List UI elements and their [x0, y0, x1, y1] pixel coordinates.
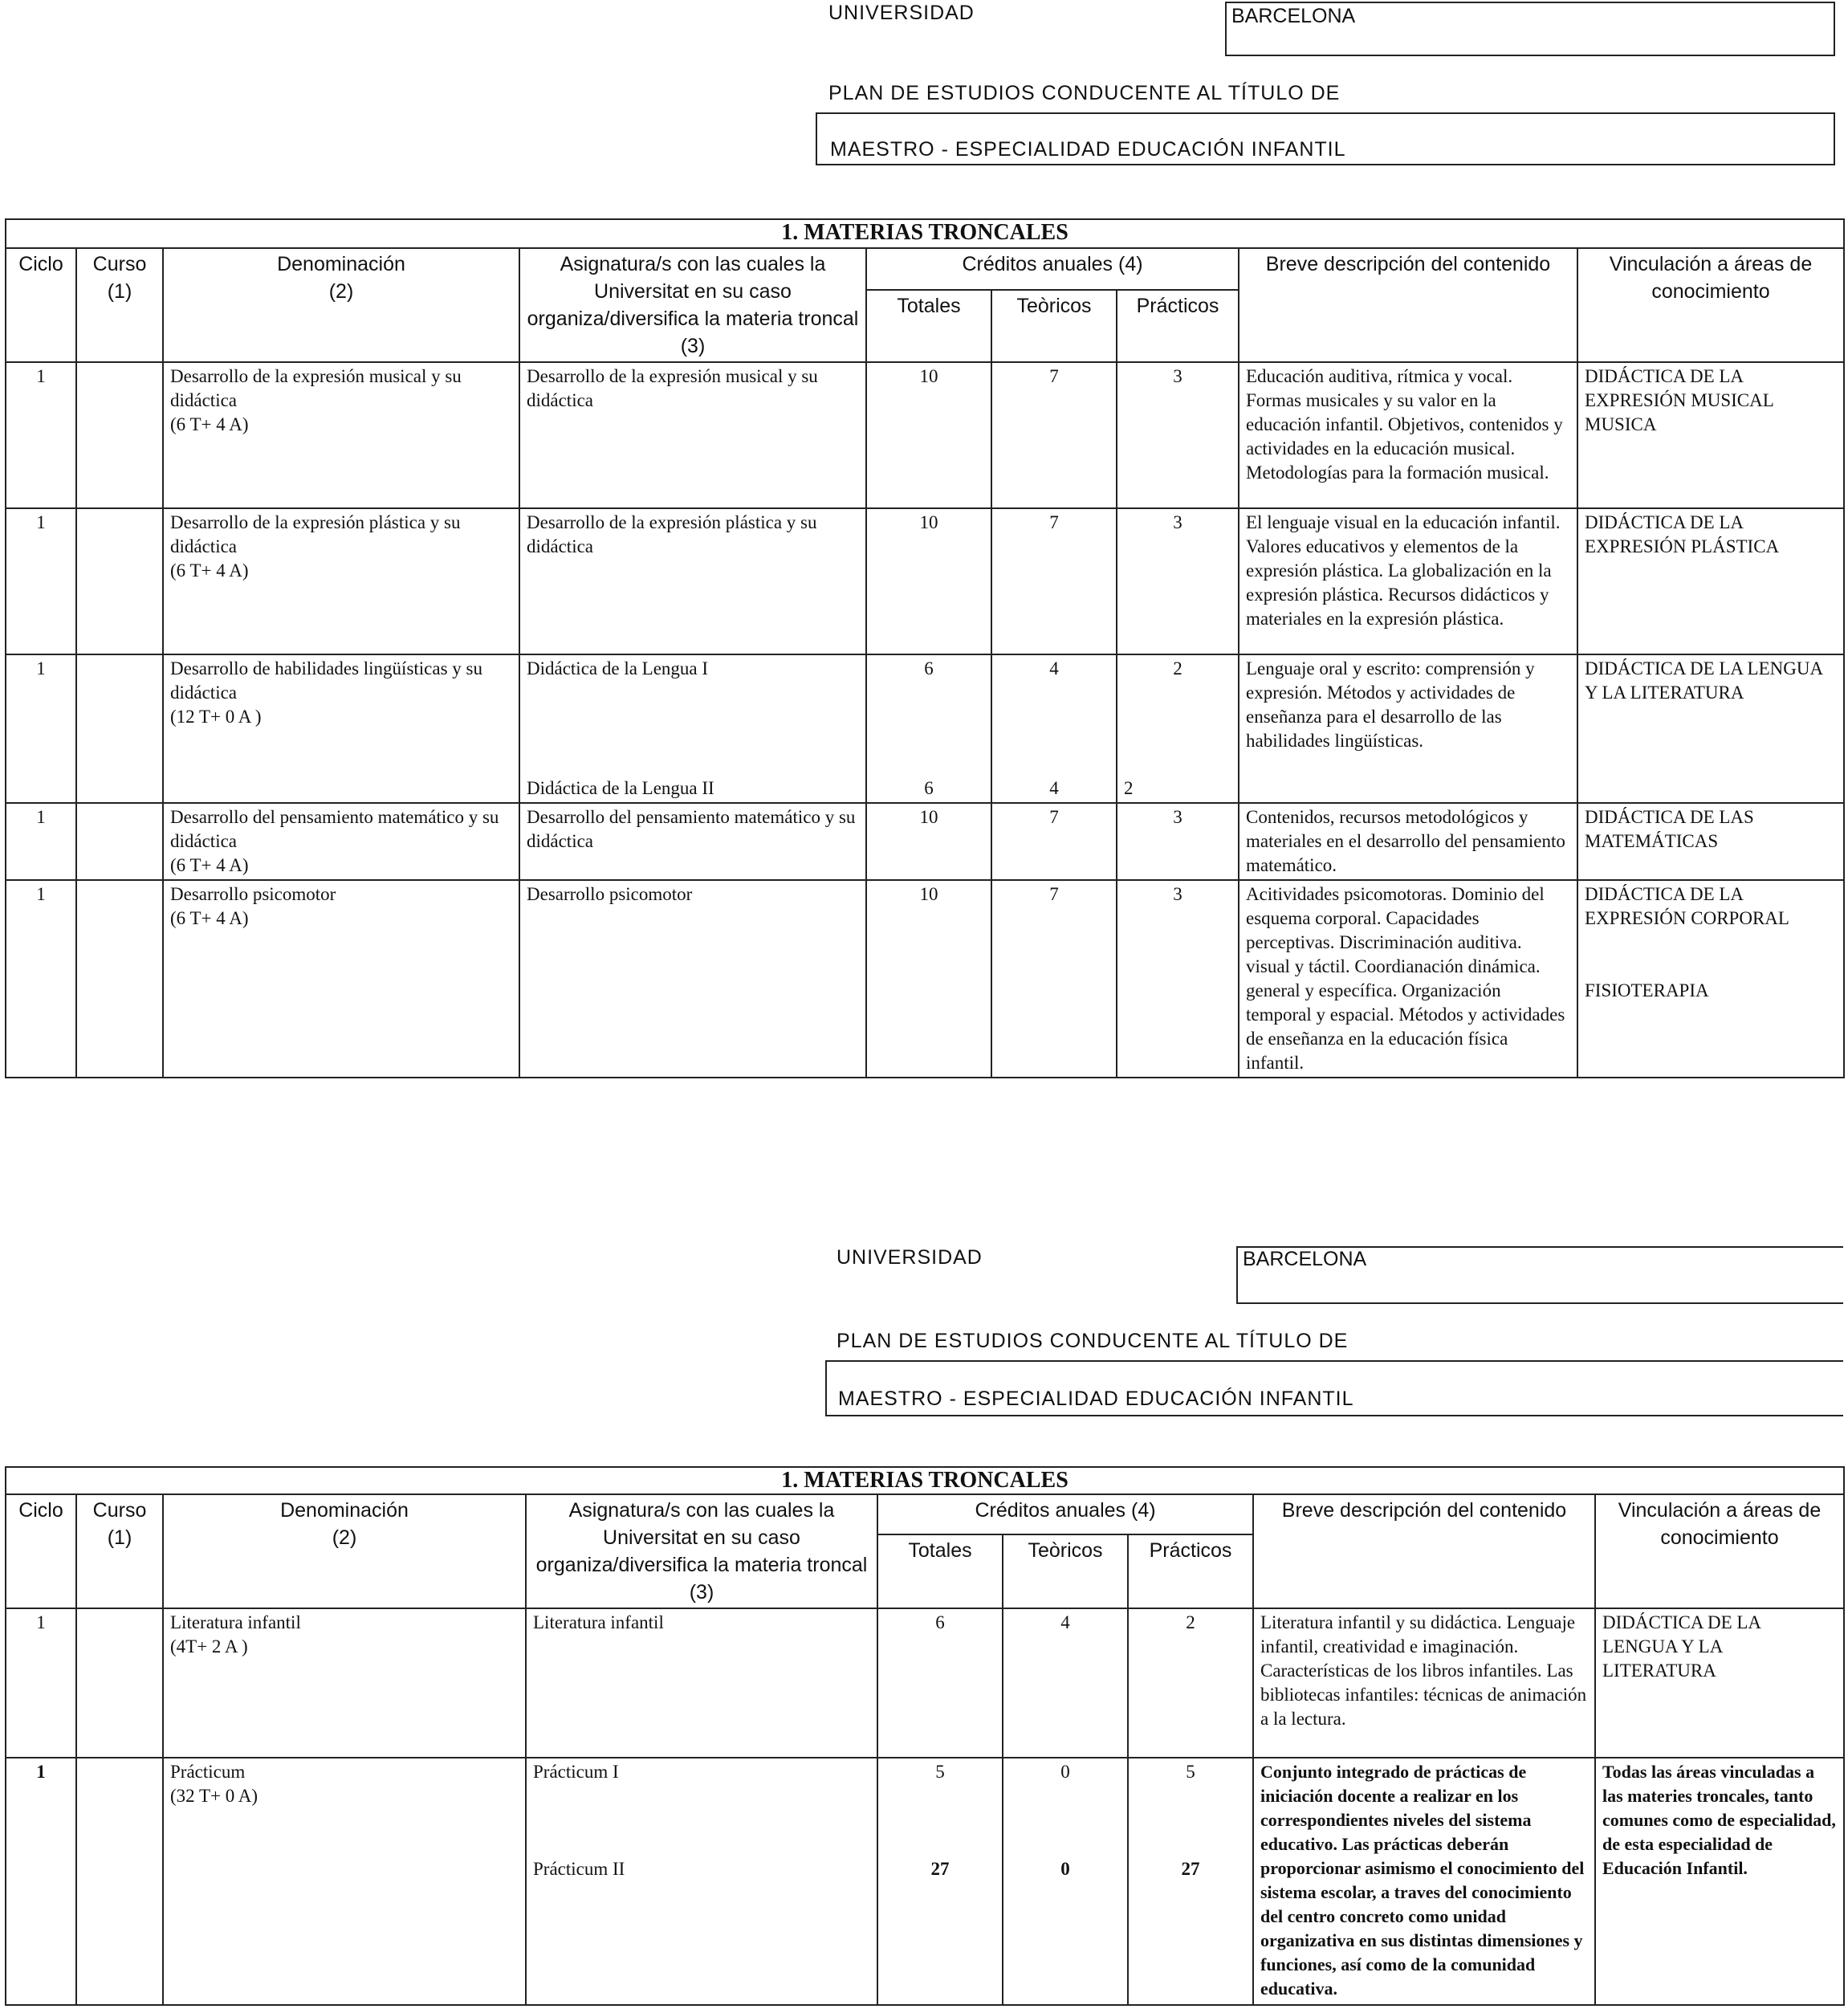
- header-asignatura: Asignatura/s con las cuales la Universitat en su caso organiza/diversifica la materia troncal (3): [526, 1494, 877, 1608]
- header-denominacion: Denominación (2): [163, 1494, 526, 1608]
- header-vinculacion: Vinculación a áreas de conocimiento: [1595, 1494, 1844, 1608]
- table-row: [6, 654, 1844, 775]
- header-ciclo: Ciclo: [6, 248, 76, 362]
- header-practicos: Prácticos: [1128, 1534, 1253, 1608]
- totales-cell: 10: [866, 508, 991, 654]
- denominacion-cell: Desarrollo psicomotor (6 T+ 4 A): [163, 880, 519, 1078]
- plan-value: MAESTRO - ESPECIALIDAD EDUCACIÓN INFANTIL: [838, 1388, 1354, 1410]
- vinculacion-cell: DIDÁCTICA DE LA LENGUA Y LA LITERATURA: [1595, 1608, 1844, 1758]
- university-value: BARCELONA: [1231, 5, 1356, 27]
- vinculacion-cell: DIDÁCTICA DE LA LENGUA Y LA LITERATURA: [1577, 654, 1844, 803]
- header-creditos: Créditos anuales (4): [877, 1494, 1253, 1534]
- vinculacion-cell: DIDÁCTICA DE LA EXPRESIÓN CORPORAL FISIOTERAPIA: [1577, 880, 1844, 1078]
- teoricos-cell: 4: [991, 775, 1117, 803]
- vinculacion-cell: DIDÁCTICA DE LA EXPRESIÓN MUSICAL MUSICA: [1577, 362, 1844, 508]
- totales-cell: 10: [866, 362, 991, 508]
- header-totales: Totales: [877, 1534, 1003, 1608]
- plan-field: [825, 1360, 1843, 1416]
- plan-value: MAESTRO - ESPECIALIDAD EDUCACIÓN INFANTIL: [830, 138, 1346, 161]
- practicos-cell: 2: [1117, 775, 1239, 803]
- denominacion-cell: Desarrollo del pensamiento matemático y su didáctica (6 T+ 4 A): [163, 803, 519, 880]
- university-field-top-rule: [1236, 1246, 1843, 1248]
- ciclo-cell: 1: [6, 1608, 76, 1758]
- header-teoricos: Teòricos: [1003, 1534, 1128, 1608]
- asignatura-cell: Prácticum II: [526, 1856, 877, 2005]
- plan-label: PLAN DE ESTUDIOS CONDUCENTE AL TÍTULO DE: [828, 82, 1341, 104]
- curso-cell: [76, 803, 163, 880]
- header-vinculacion: Vinculación a áreas de conocimiento: [1577, 248, 1844, 362]
- practicos-cell: 5: [1128, 1758, 1253, 1856]
- ciclo-cell: 1: [6, 1758, 76, 2005]
- curso-cell: [76, 508, 163, 654]
- teoricos-cell: 7: [991, 362, 1117, 508]
- practicos-cell: 3: [1117, 508, 1239, 654]
- practicos-cell: 2: [1117, 654, 1239, 775]
- section-title: 1. MATERIAS TRONCALES: [6, 1467, 1844, 1494]
- ciclo-cell: 1: [6, 362, 76, 508]
- descripcion-cell: El lenguaje visual en la educación infantil. Valores educativos y elementos de la expresión plástica. La globalización en la expresión plástica. Recursos didácticos y materiales en la expresión plástica.: [1239, 508, 1577, 654]
- descripcion-cell: Literatura infantil y su didáctica. Lenguaje infantil, creatividad e imaginación. Características de los libros infantiles. Las bibliotecas infantiles: técnicas de animación a la lectura.: [1253, 1608, 1595, 1758]
- curso-cell: [76, 1758, 163, 2005]
- asignatura-cell: Desarrollo del pensamiento matemático y su didáctica: [519, 803, 866, 880]
- header-descripcion: Breve descripción del contenido: [1253, 1494, 1595, 1608]
- header-curso: Curso (1): [76, 1494, 163, 1608]
- asignatura-cell: Didáctica de la Lengua I: [519, 654, 866, 775]
- denominacion-cell: Prácticum (32 T+ 0 A): [163, 1758, 526, 2005]
- asignatura-cell: Didáctica de la Lengua II: [519, 775, 866, 803]
- practicos-cell: 2: [1128, 1608, 1253, 1758]
- totales-cell: 10: [866, 880, 991, 1078]
- teoricos-cell: 7: [991, 508, 1117, 654]
- ciclo-cell: 1: [6, 508, 76, 654]
- section-title: 1. MATERIAS TRONCALES: [6, 219, 1844, 248]
- asignatura-cell: Desarrollo de la expresión plástica y su didáctica: [519, 508, 866, 654]
- descripcion-cell: Acitividades psicomotoras. Dominio del esquema corporal. Capacidades perceptivas. Discriminación auditiva. visual y táctil. Coordianación dinámica. general y específica. Organización temporal y espacial. Métodos y actividades de enseñanza en la educación física infantil.: [1239, 880, 1577, 1078]
- ciclo-cell: 1: [6, 654, 76, 803]
- totales-cell: 5: [877, 1758, 1003, 1856]
- header-teoricos: Teòricos: [991, 290, 1117, 362]
- table-row: [6, 803, 1844, 880]
- totales-cell: 6: [866, 654, 991, 775]
- teoricos-cell: 4: [1003, 1608, 1128, 1758]
- denominacion-cell: Desarrollo de la expresión plástica y su didáctica (6 T+ 4 A): [163, 508, 519, 654]
- practicos-cell: 27: [1128, 1856, 1253, 2005]
- teoricos-cell: 0: [1003, 1758, 1128, 1856]
- header-creditos: Créditos anuales (4): [866, 248, 1239, 290]
- table-row: [6, 1608, 1844, 1758]
- teoricos-cell: 7: [991, 880, 1117, 1078]
- teoricos-cell: 0: [1003, 1856, 1128, 2005]
- header-asignatura: Asignatura/s con las cuales la Universitat en su caso organiza/diversifica la materia troncal (3): [519, 248, 866, 362]
- totales-cell: 6: [877, 1608, 1003, 1758]
- denominacion-cell: Literatura infantil (4T+ 2 A ): [163, 1608, 526, 1758]
- asignatura-cell: Desarrollo de la expresión musical y su didáctica: [519, 362, 866, 508]
- teoricos-cell: 7: [991, 803, 1117, 880]
- curso-cell: [76, 654, 163, 803]
- university-field: [1225, 2, 1835, 56]
- vinculacion-cell: Todas las áreas vinculadas a las materies troncales, tanto comunes como de especialidad, de esta especialidad de Educación Infantil.: [1595, 1758, 1844, 2005]
- university-value: BARCELONA: [1243, 1248, 1367, 1270]
- header-curso: Curso (1): [76, 248, 163, 362]
- teoricos-cell: 4: [991, 654, 1117, 775]
- descripcion-cell: Contenidos, recursos metodológicos y materiales en el desarrollo del pensamiento matemático.: [1239, 803, 1577, 880]
- curso-cell: [76, 1608, 163, 1758]
- university-field: [1236, 1246, 1843, 1304]
- totales-cell: 27: [877, 1856, 1003, 2005]
- materias-troncales-table-1: [5, 218, 1845, 1078]
- asignatura-cell: Prácticum I: [526, 1758, 877, 1856]
- practicos-cell: 3: [1117, 362, 1239, 508]
- totales-cell: 6: [866, 775, 991, 803]
- curso-cell: [76, 880, 163, 1078]
- header-descripcion: Breve descripción del contenido: [1239, 248, 1577, 362]
- plan-label: PLAN DE ESTUDIOS CONDUCENTE AL TÍTULO DE: [836, 1330, 1349, 1352]
- table-row: [6, 880, 1844, 1078]
- denominacion-cell: Desarrollo de habilidades lingüísticas y su didáctica (12 T+ 0 A ): [163, 654, 519, 803]
- totales-cell: 10: [866, 803, 991, 880]
- practicos-cell: 3: [1117, 803, 1239, 880]
- vinculacion-cell: DIDÁCTICA DE LA EXPRESIÓN PLÁSTICA: [1577, 508, 1844, 654]
- plan-field: [816, 112, 1835, 165]
- header-ciclo: Ciclo: [6, 1494, 76, 1608]
- vinculacion-cell: DIDÁCTICA DE LAS MATEMÁTICAS: [1577, 803, 1844, 880]
- table-row: [6, 1758, 1844, 1856]
- denominacion-cell: Desarrollo de la expresión musical y su didáctica (6 T+ 4 A): [163, 362, 519, 508]
- asignatura-cell: Literatura infantil: [526, 1608, 877, 1758]
- asignatura-cell: Desarrollo psicomotor: [519, 880, 866, 1078]
- table-row: [6, 508, 1844, 654]
- university-label: UNIVERSIDAD: [836, 1246, 983, 1269]
- university-label: UNIVERSIDAD: [828, 2, 975, 24]
- header-practicos: Prácticos: [1117, 290, 1239, 362]
- curso-cell: [76, 362, 163, 508]
- descripcion-cell: Conjunto integrado de prácticas de iniciación docente a realizar en los correspondientes niveles del sistema educativo. Las prácticas deberán proporcionar asimismo el conocimiento del sistema escolar, a traves del conocimiento del centro concreto como unidad organizativa en sus distintas dimensiones y funciones, así como de la comunidad educativa.: [1253, 1758, 1595, 2005]
- descripcion-cell: Educación auditiva, rítmica y vocal. Formas musicales y su valor en la educación infantil. Objetivos, contenidos y actividades en la educación musical. Metodologías para la formación musical.: [1239, 362, 1577, 508]
- header-denominacion: Denominación (2): [163, 248, 519, 362]
- ciclo-cell: 1: [6, 880, 76, 1078]
- materias-troncales-table-2: [5, 1466, 1845, 2006]
- descripcion-cell: Lenguaje oral y escrito: comprensión y expresión. Métodos y actividades de enseñanza para el desarrollo de las habilidades lingüísticas.: [1239, 654, 1577, 803]
- table-row: [6, 362, 1844, 508]
- practicos-cell: 3: [1117, 880, 1239, 1078]
- ciclo-cell: 1: [6, 803, 76, 880]
- header-totales: Totales: [866, 290, 991, 362]
